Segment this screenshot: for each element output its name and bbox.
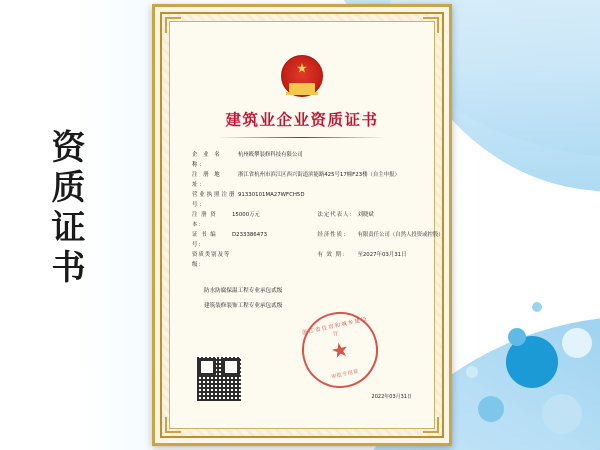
field-label: 法定代表人：	[317, 212, 356, 218]
field-label: 注 册 资 本：	[192, 212, 217, 228]
field-label: 经济性质：	[317, 232, 350, 238]
field-qualification-category	[192, 250, 317, 270]
qualification-scope-list	[204, 284, 416, 313]
decorative-circle-accent	[508, 328, 526, 346]
seal-star-icon: ★	[328, 336, 352, 364]
field-label: 资质类别及等级：	[192, 252, 231, 268]
field-legal-representative	[317, 210, 416, 230]
decorative-circle-medium	[542, 394, 582, 434]
field-label: 有 效 期：	[317, 252, 349, 258]
seal-top-text: 浙江省住房和城乡建设厅	[301, 316, 369, 338]
field-row-certificate-number-and-economic-type	[192, 230, 444, 250]
field-label: 证 书 编 号：	[192, 232, 217, 248]
official-seal	[295, 305, 385, 395]
field-row-registered-address	[192, 170, 416, 190]
title-divider	[218, 137, 386, 138]
field-value: 杭州筱攀装修科技有限公司	[238, 152, 303, 158]
field-row-capital-and-legal-rep	[192, 210, 416, 230]
field-label: 注 册 地 址：	[192, 172, 222, 188]
scope-item: 建筑装修装饰工程专业承包贰级	[204, 302, 283, 309]
field-row-qualification-and-validity	[192, 250, 416, 270]
field-value: 有限责任公司（自然人投资或控股）	[357, 232, 444, 238]
field-row-company-name	[192, 150, 416, 170]
decorative-circle-tiny	[466, 366, 478, 378]
certificate-info-block	[192, 150, 444, 270]
emblem-gate-shape	[289, 83, 315, 92]
field-row-business-license	[192, 190, 416, 210]
field-capital	[192, 210, 317, 230]
side-title-char-3: 证	[51, 208, 87, 249]
decorative-circle-pale	[562, 328, 592, 358]
field-value: 至2027年03月31日	[357, 252, 407, 258]
field-certificate-number	[192, 230, 317, 250]
field-validity	[317, 250, 416, 270]
certificate-outer-border	[152, 4, 452, 446]
certificate-footer	[182, 316, 422, 402]
side-title-char-1: 资	[51, 128, 87, 168]
field-label: 营业执照注册号：	[192, 192, 237, 208]
side-title	[40, 128, 98, 288]
certificate-content-area	[169, 21, 444, 429]
side-title-char-4: 书	[51, 248, 87, 289]
emblem-wrapper	[182, 53, 422, 99]
certificate-card	[152, 4, 452, 446]
field-value: 91330101MA27WFCH5D	[238, 192, 305, 198]
seal-bottom-text: 审批专用章	[330, 368, 360, 381]
field-value: 刘晓斌	[357, 212, 374, 218]
side-title-char-2: 质	[51, 168, 87, 209]
field-value: D233386473	[232, 232, 268, 238]
decorative-circle-dot	[532, 302, 542, 312]
issue-date: 2022年03月31日	[371, 394, 412, 400]
field-economic-type	[317, 230, 443, 250]
qr-code	[196, 356, 242, 402]
emblem-star-icon: ★	[296, 61, 308, 77]
field-value: 浙江省杭州市滨江区西兴街道滨能路425号17幢F23楼（自主申报）	[238, 172, 400, 178]
certificate-middle-border	[160, 12, 444, 438]
scope-item: 防水防腐保温工程专业承包贰级	[204, 288, 283, 294]
field-value: 15000万元	[232, 212, 260, 218]
certificate-title: 建筑业企业资质证书	[225, 111, 379, 129]
decorative-circle-small	[478, 396, 504, 422]
national-emblem-icon	[276, 53, 328, 99]
field-label: 企 业 名 称：	[192, 152, 222, 168]
